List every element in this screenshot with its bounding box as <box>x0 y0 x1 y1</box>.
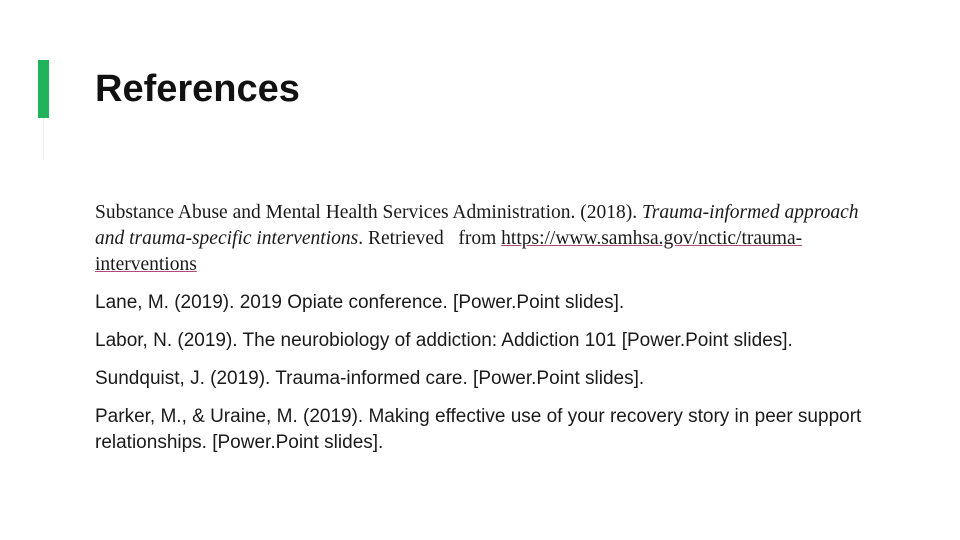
reference-sundquist: Sundquist, J. (2019). Trauma-informed care. [Power.Point slides]. <box>95 368 645 389</box>
divider <box>43 118 44 160</box>
reference-samhsa-author: Substance Abuse and Mental Health Services Administration. (2018). <box>95 202 642 223</box>
reference-parker: Parker, M., & Uraine, M. (2019). Making effective use of your recovery story in peer support relationships. [Power.Point slides]. <box>95 406 862 453</box>
reference-samhsa-title: Trauma-informed approach and trauma-specific interventions <box>95 202 859 249</box>
reference-samhsa <box>95 200 885 278</box>
page-title: References <box>95 68 300 110</box>
reference-lane: Lane, M. (2019). 2019 Opiate conference. [Power.Point slides]. <box>95 292 625 313</box>
reference-samhsa-link[interactable]: https://www.samhsa.gov/nctic/trauma-interventions <box>95 228 803 275</box>
accent-bar <box>38 60 49 118</box>
reference-labor: Labor, N. (2019). The neurobiology of addiction: Addiction 101 [Power.Point slides]. <box>95 330 793 351</box>
reference-list <box>95 200 885 468</box>
reference-samhsa-retrieved: . Retrieved from <box>358 228 502 249</box>
